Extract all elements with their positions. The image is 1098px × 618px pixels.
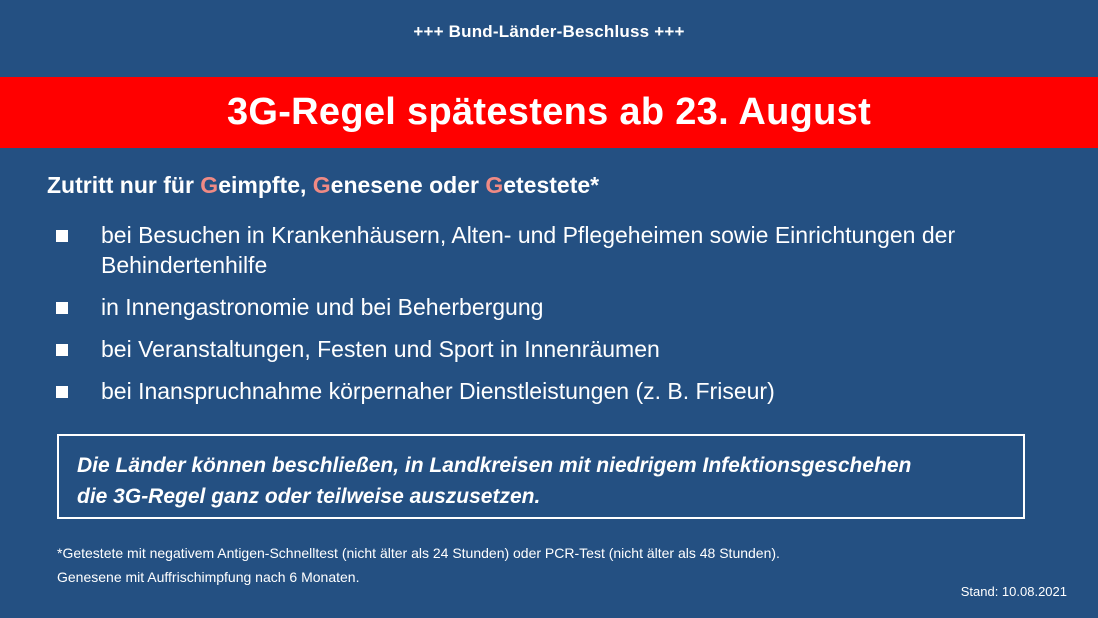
page-title: 3G-Regel spätestens ab 23. August <box>226 91 872 133</box>
list-item-text: bei Besuchen in Krankenhäusern, Alten- und Pflegeheimen sowie Einrichtungen der Behindertenhilfe <box>101 222 956 278</box>
list-item <box>56 376 1076 406</box>
subheading-prefix: Zutritt nur für <box>47 172 201 198</box>
bullet-list <box>56 220 1076 418</box>
list-item-text: in Innengastronomie und bei Beherbergung <box>101 294 544 320</box>
list-item-text: bei Inanspruchnahme körpernaher Dienstleistungen (z. B. Friseur) <box>101 378 775 404</box>
highlight-letter-g: G <box>200 172 219 198</box>
list-item <box>56 220 1076 280</box>
list-item <box>56 292 1076 322</box>
note-line: die 3G-Regel ganz oder teilweise auszusetzen. <box>77 485 541 508</box>
title-banner <box>0 77 1098 148</box>
bullet-square-icon <box>56 302 68 314</box>
note-line: Die Länder können beschließen, in Landkreisen mit niedrigem Infektionsgeschehen <box>77 454 912 477</box>
note-box <box>57 434 1025 519</box>
subheading-word: etestete* <box>503 172 600 198</box>
subheading-word: eimpfte, <box>218 172 313 198</box>
highlight-letter-g: G <box>312 172 331 198</box>
footnote-line: *Getestete mit negativem Antigen-Schnelltest (nicht älter als 24 Stunden) oder PCR-Test (nicht älter als 48 Stunden). <box>57 545 780 561</box>
bullet-square-icon <box>56 230 68 242</box>
bullet-square-icon <box>56 386 68 398</box>
date-stamp: Stand: 10.08.2021 <box>960 584 1067 599</box>
subheading-word: enesene oder <box>330 172 486 198</box>
footnote <box>57 541 780 589</box>
list-item-text: bei Veranstaltungen, Festen und Sport in Innenräumen <box>101 336 660 362</box>
list-item <box>56 334 1076 364</box>
subheading <box>47 172 599 199</box>
footnote-line: Genesene mit Auffrischimpfung nach 6 Monaten. <box>57 569 360 585</box>
kicker-headline: +++ Bund-Länder-Beschluss +++ <box>413 22 685 41</box>
bullet-square-icon <box>56 344 68 356</box>
highlight-letter-g: G <box>485 172 504 198</box>
